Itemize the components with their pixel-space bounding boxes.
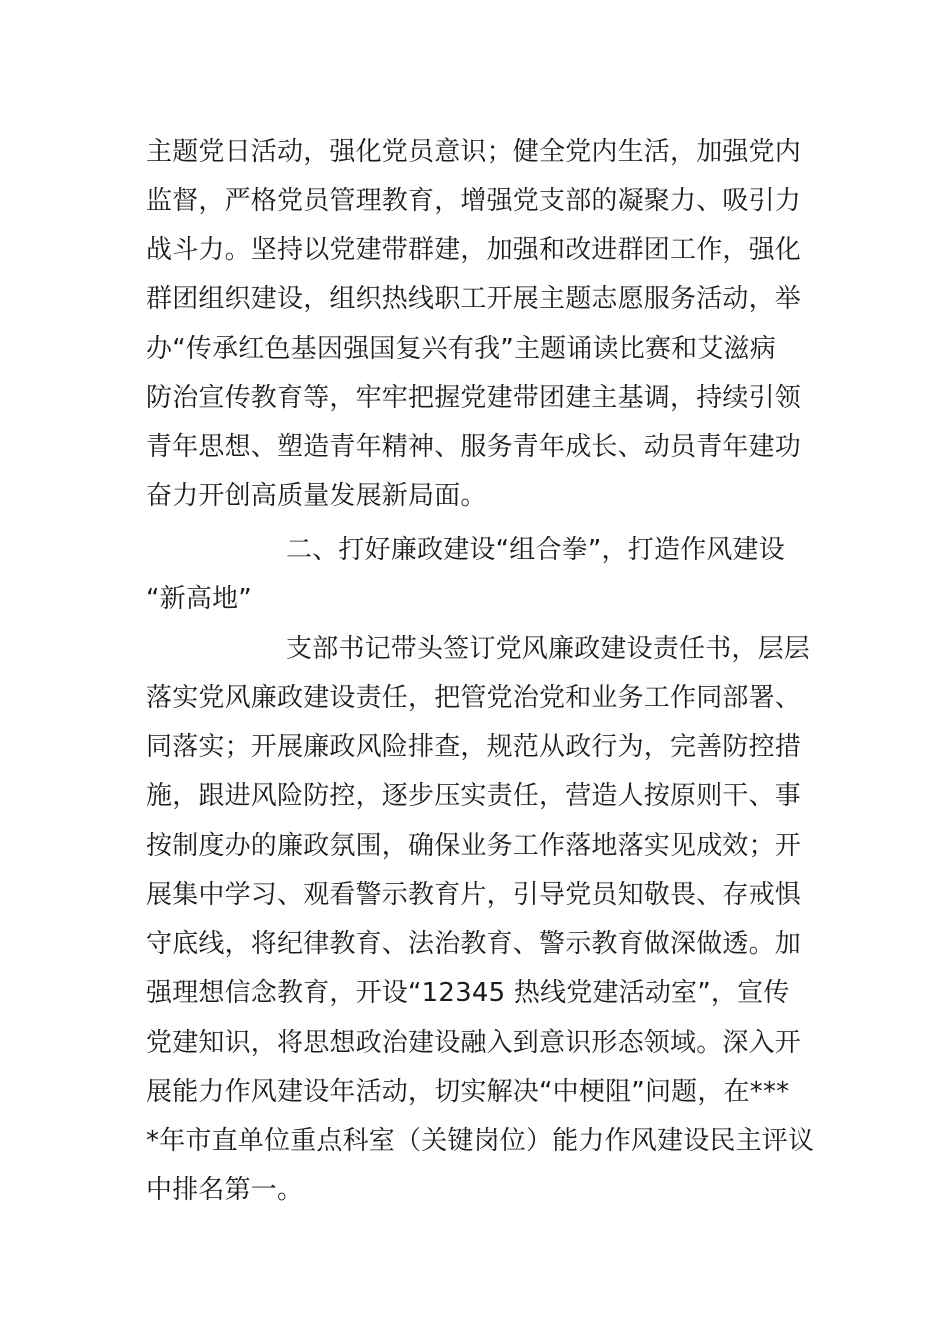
text-line: *年市直单位重点科室（关键岗位）能力作风建设民主评议	[146, 1126, 815, 1156]
text-line: 展集中学习、观看警示教育片，引导党员知敬畏、存戒惧	[146, 880, 802, 910]
text-line: 支部书记带头签订党风廉政建设责任书，层层	[286, 634, 811, 664]
text-line: 青年思想、塑造青年精神、服务青年成长、动员青年建功	[146, 432, 802, 462]
text-line: 同落实；开展廉政风险排查，规范从政行为，完善防控措	[146, 732, 802, 762]
text-line: 落实党风廉政建设责任，把管党治党和业务工作同部署、	[146, 683, 802, 713]
text-line: 强理想信念教育，开设“12345 热线党建活动室”，宣传	[146, 978, 790, 1008]
text-line: 群团组织建设，组织热线职工开展主题志愿服务活动，举	[146, 284, 802, 314]
text-line: 施，跟进风险防控，逐步压实责任，营造人按原则干、事	[146, 781, 802, 811]
text-line: 按制度办的廉政氛围，确保业务工作落地落实见成效；开	[146, 831, 802, 861]
text-line: 展能力作风建设年活动，切实解决“中梗阻”问题，在***	[146, 1077, 790, 1107]
heading-line: 二、打好廉政建设“组合拳”，打造作风建设	[286, 535, 785, 565]
text-line: 中排名第一。	[146, 1175, 304, 1205]
heading-line: “新高地”	[146, 584, 252, 614]
text-line: 战斗力。坚持以党建带群建，加强和改进群团工作，强化	[146, 235, 802, 265]
text-line: 主题党日活动，强化党员意识；健全党内生活，加强党内	[146, 137, 802, 167]
text-line: 守底线，将纪律教育、法治教育、警示教育做深做透。加	[146, 929, 802, 959]
text-line: 办“传承红色基因强国复兴有我”主题诵读比赛和艾滋病	[146, 334, 776, 364]
text-line: 奋力开创高质量发展新局面。	[146, 481, 487, 511]
text-line: 防治宣传教育等，牢牢把握党建带团建主基调，持续引领	[146, 383, 802, 413]
text-line: 监督，严格党员管理教育，增强党支部的凝聚力、吸引力	[146, 186, 802, 216]
text-line: 党建知识，将思想政治建设融入到意识形态领域。深入开	[146, 1028, 802, 1058]
